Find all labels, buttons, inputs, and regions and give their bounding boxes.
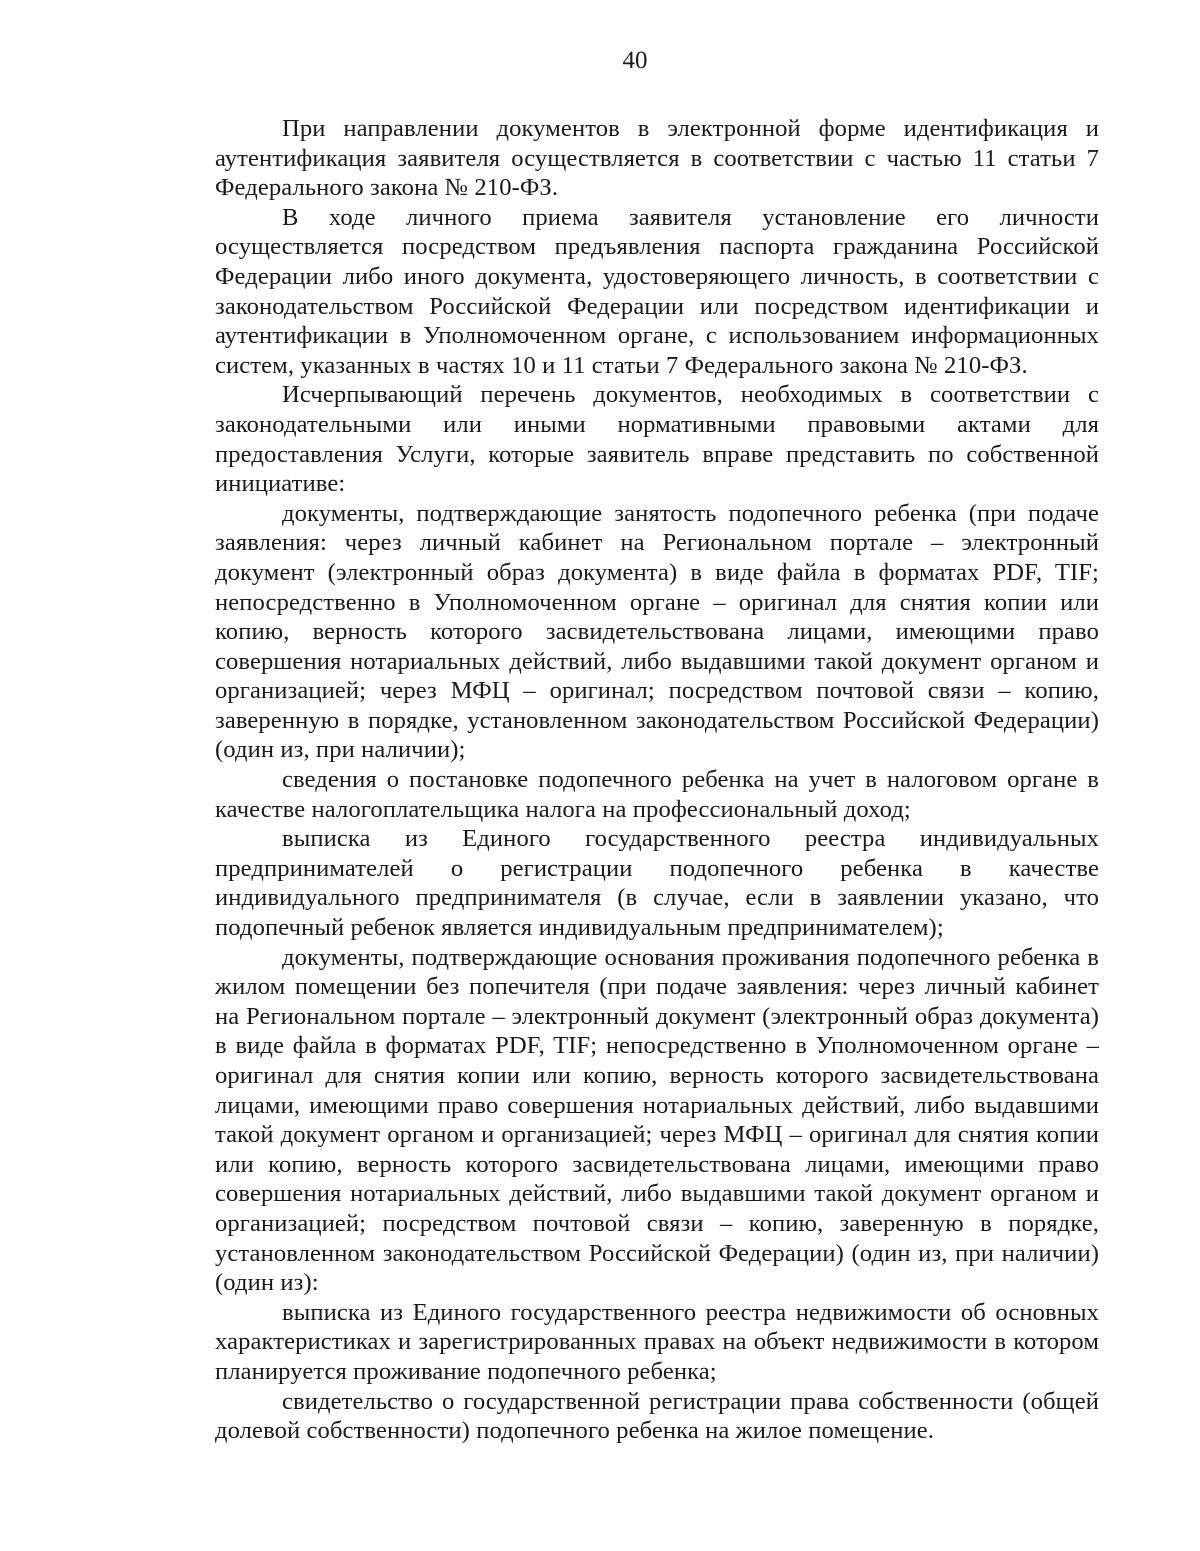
paragraph-residence-documents: документы, подтверждающие основания проживания подопечного ребенка в жилом помещении без попечителя (при подаче заявления: через личный кабинет на Региональном портале – электронный документ (электронный образ документа) в виде файла в форматах PDF, TIF; непосредственно в Уполномоченном органе – оригинал для снятия копии или копию, верность которого засвидетельствована лицами, имеющими право совершения нотариальных действий, либо выдавшими такой документ органом и организацией; через МФЦ – оригинал для снятия копии или копию, верность которого засвидетельствована лицами, имеющими право совершения нотариальных действий, либо выдавшими такой документ органом и организацией; посредством почтовой связи – копию, заверенную в порядке, установленном законодательством Российской Федерации) (один из, при наличии) (один из): [215, 943, 1099, 1297]
paragraph-identification: При направлении документов в электронной форме идентификация и аутентификация заявителя осуществляется в соответствии с частью 11 статьи 7 Федерального закона № 210-ФЗ. [215, 115, 1099, 202]
document-body [215, 114, 1099, 1446]
paragraph-real-estate-registry: выписка из Единого государственного реестра недвижимости об основных характеристиках и зарегистрированных правах на объект недвижимости в котором планируется проживание подопечного ребенка; [215, 1298, 1099, 1385]
paragraph-entrepreneur-registry: выписка из Единого государственного реестра индивидуальных предпринимателей о регистрации подопечного ребенка в качестве индивидуального предпринимателя (в случае, если в заявлении указано, что подопечный ребенок является индивидуальным предпринимателем); [215, 825, 1099, 942]
paragraph-ownership-certificate: свидетельство о государственной регистрации права собственности (общей долевой собственности) подопечного ребенка на жилое помещение. [215, 1387, 1099, 1445]
page-number: 40 [622, 47, 648, 74]
paragraph-tax-registration: сведения о постановке подопечного ребенка на учет в налоговом органе в качестве налогоплательщика налога на профессиональный доход; [215, 766, 1099, 823]
paragraph-employment-documents: документы, подтверждающие занятость подопечного ребенка (при подаче заявления: через личный кабинет на Региональном портале – электронный документ (электронный образ документа) в виде файла в форматах PDF, TIF; непосредственно в Уполномоченном органе – оригинал для снятия копии или копию, верность которого засвидетельствована лицами, имеющими право совершения нотариальных действий, либо выдавшими такой документ органом и организацией; через МФЦ – оригинал; посредством почтовой связи – копию, заверенную в порядке, установленном законодательством Российской Федерации) (один из, при наличии); [215, 499, 1099, 764]
paragraph-personal-reception: В ходе личного приема заявителя установление его личности осуществляется посредством предъявления паспорта гражданина Российской Федерации либо иного документа, удостоверяющего личность, в соответствии с законодательством Российской Федерации или посредством идентификации и аутентификации в Уполномоченном органе, с использованием информационных систем, указанных в частях 10 и 11 статьи 7 Федерального закона № 210-ФЗ. [215, 203, 1099, 379]
paragraph-documents-list-intro: Исчерпывающий перечень документов, необходимых в соответствии с законодательными или иными нормативными правовыми актами для предоставления Услуги, которые заявитель вправе представить по собственной инициативе: [215, 381, 1099, 498]
